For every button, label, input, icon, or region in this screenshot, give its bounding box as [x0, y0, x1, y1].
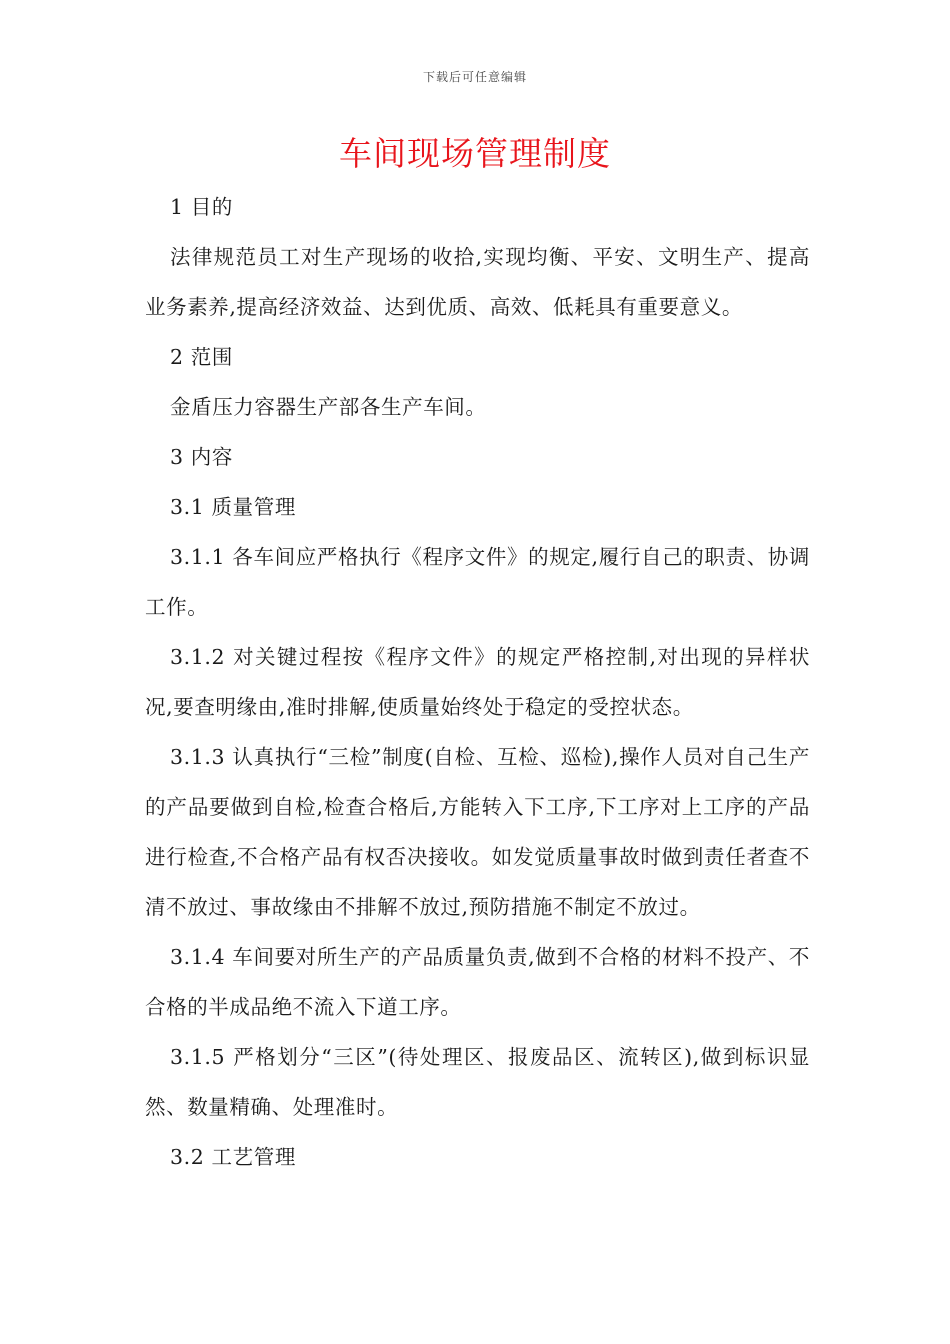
clause-3-1-5: 3.1.5 严格划分“三区”(待处理区、报废品区、流转区),做到标识显然、数量精确、处理准时。	[145, 1045, 810, 1119]
purpose-paragraph: 法律规范员工对生产现场的收拾,实现均衡、平安、文明生产、提高业务素养,提高经济效益、达到优质、高效、低耗具有重要意义。	[145, 245, 810, 319]
document-title: 车间现场管理制度	[339, 134, 611, 173]
subsection-heading-process: 3.2 工艺管理	[170, 1145, 296, 1169]
section-heading-purpose: 1 目的	[170, 195, 233, 219]
clause-3-1-1: 3.1.1 各车间应严格执行《程序文件》的规定,履行自己的职责、协调工作。	[145, 545, 810, 619]
subsection-heading-quality: 3.1 质量管理	[170, 495, 296, 519]
clause-3-1-4: 3.1.4 车间要对所生产的产品质量负责,做到不合格的材料不投产、不合格的半成品绝不流入下道工序。	[145, 945, 810, 1019]
scope-paragraph: 金盾压力容器生产部各生产车间。	[170, 395, 487, 419]
document-body	[145, 182, 810, 1182]
section-heading-content: 3 内容	[170, 445, 233, 469]
section-heading-scope: 2 范围	[170, 345, 233, 369]
page-header-note: 下载后可任意编辑	[422, 70, 527, 84]
clause-3-1-2: 3.1.2 对关键过程按《程序文件》的规定严格控制,对出现的异样状况,要查明缘由,准时排解,使质量始终处于稳定的受控状态。	[145, 645, 810, 719]
clause-3-1-3: 3.1.3 认真执行“三检”制度(自检、互检、巡检),操作人员对自己生产的产品要做到自检,检查合格后,方能转入下工序,下工序对上工序的产品进行检查,不合格产品有权否决接收。如发觉质量事故时做到责任者查不清不放过、事故缘由不排解不放过,预防措施不制定不放过。	[145, 745, 810, 919]
